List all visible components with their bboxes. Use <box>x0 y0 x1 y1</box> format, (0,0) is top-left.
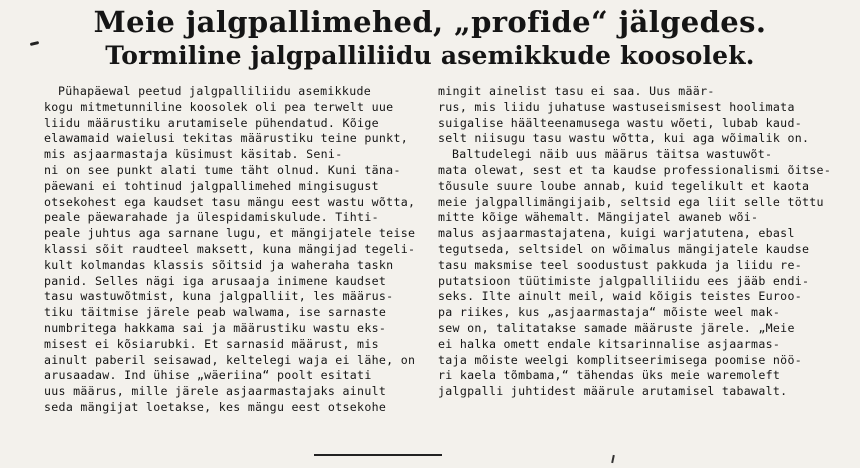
text-line: suigalise häälteenamusega wastu wõeti, lubab kaud- <box>438 115 803 130</box>
text-line: numbritega hakkama sai ja määrustiku wastu eks- <box>44 320 387 335</box>
text-line: malus asjaarmastajatena, kuigi warjatutena, ebasl <box>438 226 795 241</box>
article-column-left <box>44 84 430 416</box>
article-headline: Meie jalgpallimehed, „profide“ jälgedes. <box>93 5 767 39</box>
text-line: mata olewat, sest et ta kaudse professionalismi õitse- <box>438 162 832 177</box>
text-line: ri kaela tõmbama,“ tähendas üks meie waremoleft <box>438 368 781 383</box>
text-line: kogu mitmetunniline koosolek oli pea terwelt uue <box>44 99 394 114</box>
text-line: ei halka omett endale kitsarinnalise asjaarmas- <box>438 336 781 351</box>
print-mark <box>611 455 615 463</box>
text-line: tasu wastuwõtmist, kuna jalgpalliit, les määrus- <box>44 289 394 304</box>
text-line: selt niisugu tasu wastu wõtta, kui aga wõimalik on. <box>438 131 810 146</box>
text-line: Pühapäewal peetud jalgpalliliidu asemikkude <box>58 84 372 98</box>
text-line: misest ei kõsiarubki. Et sarnasid määrust, mis <box>44 336 379 351</box>
text-line: seda mängijat loetakse, kes mängu eest otsekohe <box>44 399 387 414</box>
text-line: päewani ei tohtinud jalgpallimehed mingisugust <box>44 178 379 193</box>
text-line: ni on see punkt alati tume täht olnud. Kuni täna- <box>44 162 401 177</box>
text-line: rus, mis liidu juhatuse wastuseismisest hoolimata <box>438 99 795 114</box>
text-line: pa riikes, kus „asjaarmastaja“ mõiste weel mak- <box>438 305 781 320</box>
text-line: liidu määrustiku arutamisele pühendatud. Kõige <box>44 115 379 130</box>
text-line: otsekohest ega kaudset tasu mängu eest wastu wõtta, <box>44 194 416 209</box>
text-line: peale päewarahade ja ülespidamiskulude. Tihti- <box>44 210 379 225</box>
text-line: tegutseda, seltsidel on wõimalus mängijatele kaudse <box>438 241 810 256</box>
article-subheadline: Tormiline jalgpalliliidu asemikkude koosolek. <box>105 41 755 70</box>
text-line: ainult paberil seisawad, keltelegi waja ei lähe, on <box>44 352 416 367</box>
text-line: klassi sõit raudteel maksett, kuna mängijad tegeli- <box>44 241 416 256</box>
text-line: tõusule suure loube annab, kuid tegelikult et kaota <box>438 178 810 193</box>
text-line: putatsioon tüütimiste jalgpalliliidu ees jääb endi- <box>438 273 810 288</box>
text-line: mitte kõige wähemalt. Mängijatel awaneb wõi- <box>438 210 759 225</box>
text-line: tiku täitmise järele peab walwama, ise sarnaste <box>44 305 387 320</box>
article-column-right <box>438 84 842 400</box>
text-line: taja mõiste weelgi komplitseerimisega poomise nöö- <box>438 352 803 367</box>
text-line: sew on, talitatakse samade määruste järele. „Meie <box>438 320 795 335</box>
text-line: peale juhtus aga sarnane lugu, et mängijatele teise <box>44 226 416 241</box>
text-line: mingit ainelist tasu ei saa. Uus määr- <box>438 84 715 98</box>
text-line: seks. Ilte ainult meil, waid kõigis teistes Euroo- <box>438 289 803 304</box>
text-line: jalgpalli juhtidest määrule arutamisel tabawalt. <box>438 384 788 399</box>
text-line: elawamaid waielusi tekitas määrustiku teine punkt, <box>44 131 409 146</box>
text-line: uus määrus, mille järele asjaarmastajaks ainult <box>44 384 387 399</box>
text-line: meie jalgpallimängijaib, seltsid ega liit selle töttu <box>438 194 824 209</box>
text-line: arusaadaw. Ind ühise „wäeriina“ poolt esitati <box>44 368 372 383</box>
text-line: mis asjaarmastaja küsimust käsitab. Seni- <box>44 147 343 162</box>
text-line: panid. Selles nägi iga arusaaja inimene kaudset <box>44 273 387 288</box>
text-line: Baltudelegi näib uus määrus täitsa wastuwõt- <box>452 147 773 162</box>
text-line: kult kolmandas klassis sõitsid ja waheraha taskn <box>44 257 394 272</box>
text-line: tasu maksmise teel soodustust pakkuda ja liidu re- <box>438 257 803 272</box>
end-rule <box>314 454 442 456</box>
